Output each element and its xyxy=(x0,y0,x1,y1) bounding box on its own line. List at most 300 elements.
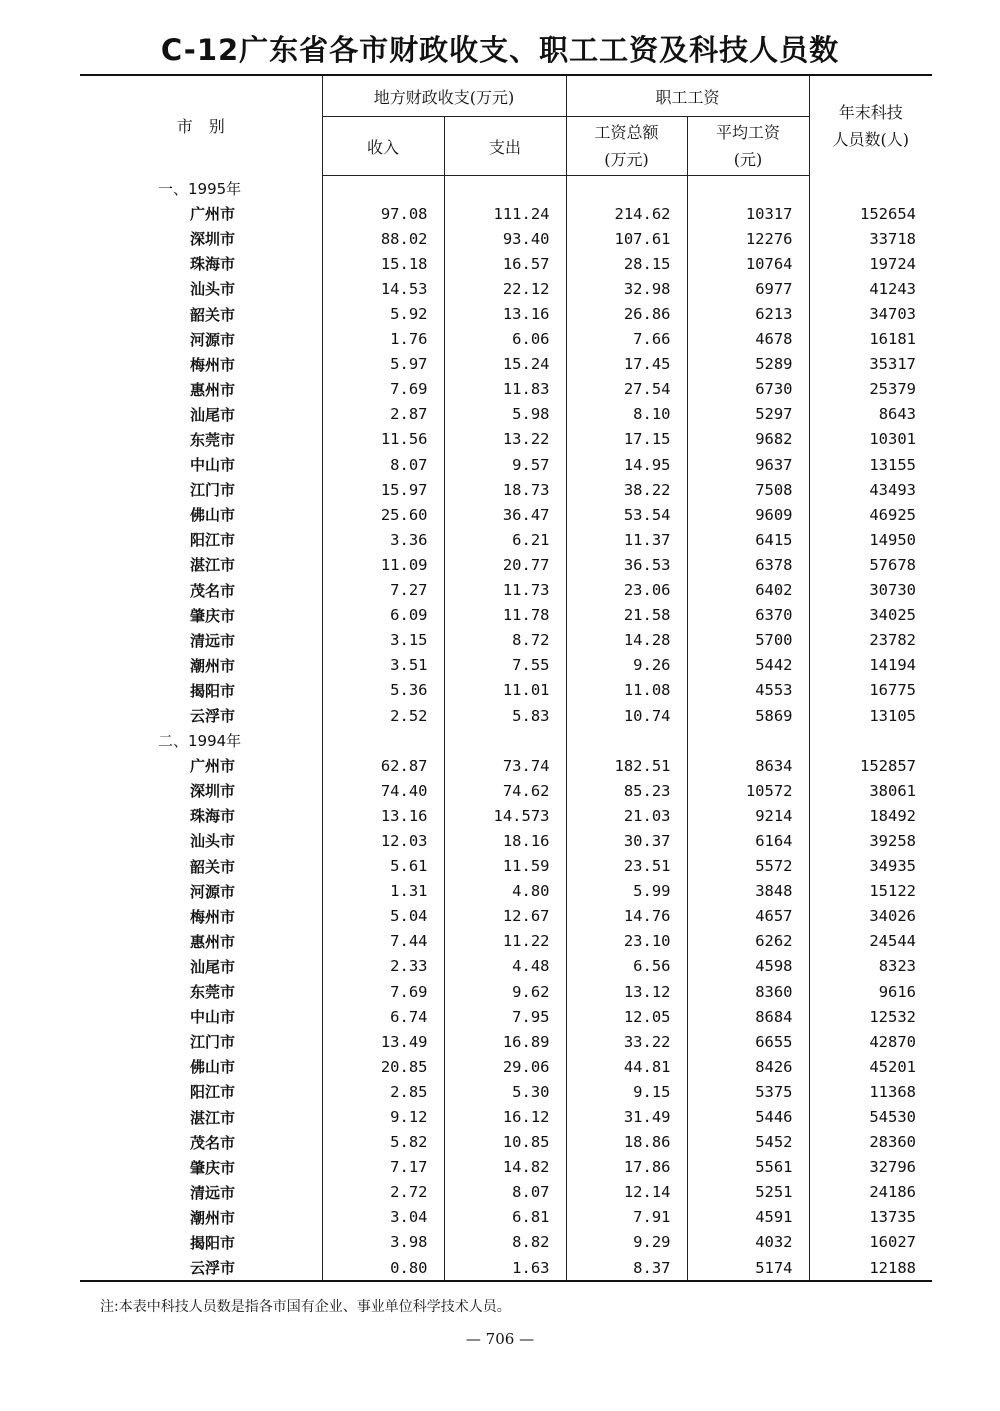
cell-sci: 42870 xyxy=(809,1029,932,1054)
cell-wage-total: 23.51 xyxy=(566,854,687,879)
cell-avg-wage: 4598 xyxy=(687,954,809,979)
table-row xyxy=(80,703,932,728)
table-row xyxy=(80,803,932,828)
cell-wage-total: 8.10 xyxy=(566,402,687,427)
cell-avg-wage: 5289 xyxy=(687,352,809,377)
cell-wage-total: 14.28 xyxy=(566,628,687,653)
city-name: 广州市 xyxy=(190,205,236,224)
table-row xyxy=(80,929,932,954)
cell-revenue: 7.69 xyxy=(322,377,444,402)
cell-avg-wage: 6415 xyxy=(687,527,809,552)
cell-avg-wage: 9637 xyxy=(687,452,809,477)
city-name: 梅州市 xyxy=(190,355,236,374)
table-row xyxy=(80,402,932,427)
cell-expenditure: 20.77 xyxy=(444,552,566,577)
city-name: 中山市 xyxy=(190,1008,236,1027)
cell-wage-total: 21.03 xyxy=(566,803,687,828)
city-name: 湛江市 xyxy=(190,1108,236,1127)
cell-wage-total: 14.76 xyxy=(566,904,687,929)
table-body xyxy=(80,176,932,1282)
table-row xyxy=(80,1130,932,1155)
cell-wage-total: 32.98 xyxy=(566,276,687,301)
table-row xyxy=(80,477,932,502)
cell-sci: 14950 xyxy=(809,527,932,552)
cell-sci: 46925 xyxy=(809,502,932,527)
cell-avg-wage: 3848 xyxy=(687,879,809,904)
cell-wage-total: 17.15 xyxy=(566,427,687,452)
header-revenue: 收入 xyxy=(322,117,444,176)
cell-sci: 14194 xyxy=(809,653,932,678)
city-name: 惠州市 xyxy=(190,932,236,951)
cell-wage-total: 5.99 xyxy=(566,879,687,904)
cell-wage-total: 11.37 xyxy=(566,527,687,552)
cell-wage-total: 12.05 xyxy=(566,1004,687,1029)
cell-revenue: 3.04 xyxy=(322,1205,444,1230)
header-avg-wage-line2: (元) xyxy=(733,150,763,169)
cell-expenditure: 11.22 xyxy=(444,929,566,954)
section-label: 一、1995年 xyxy=(158,179,242,198)
cell-sci: 39258 xyxy=(809,828,932,853)
cell-avg-wage: 4032 xyxy=(687,1230,809,1255)
cell-sci: 9616 xyxy=(809,979,932,1004)
cell-avg-wage: 6730 xyxy=(687,377,809,402)
empty-cell xyxy=(444,176,566,202)
empty-cell xyxy=(566,728,687,753)
cell-revenue: 20.85 xyxy=(322,1054,444,1079)
cell-revenue: 3.36 xyxy=(322,527,444,552)
cell-avg-wage: 6378 xyxy=(687,552,809,577)
cell-wage-total: 9.29 xyxy=(566,1230,687,1255)
cell-expenditure: 10.85 xyxy=(444,1130,566,1155)
city-name: 汕头市 xyxy=(190,280,236,299)
cell-avg-wage: 5700 xyxy=(687,628,809,653)
city-name: 深圳市 xyxy=(190,782,236,801)
cell-revenue: 1.76 xyxy=(322,327,444,352)
cell-expenditure: 74.62 xyxy=(444,778,566,803)
cell-avg-wage: 8426 xyxy=(687,1054,809,1079)
cell-avg-wage: 4591 xyxy=(687,1205,809,1230)
cell-wage-total: 23.10 xyxy=(566,929,687,954)
city-name: 清远市 xyxy=(190,631,236,650)
city-name: 河源市 xyxy=(190,882,236,901)
table-row xyxy=(80,226,932,251)
city-name: 云浮市 xyxy=(190,707,236,726)
header-wage-total-line1: 工资总额 xyxy=(594,123,659,142)
table-row xyxy=(80,552,932,577)
city-name: 东莞市 xyxy=(190,983,236,1002)
header-wage-group: 职工工资 xyxy=(566,75,809,117)
cell-sci: 13735 xyxy=(809,1205,932,1230)
table-row xyxy=(80,1255,932,1281)
cell-revenue: 7.69 xyxy=(322,979,444,1004)
city-name: 肇庆市 xyxy=(190,606,236,625)
cell-revenue: 0.80 xyxy=(322,1255,444,1281)
cell-wage-total: 10.74 xyxy=(566,703,687,728)
city-name: 深圳市 xyxy=(190,230,236,249)
empty-cell xyxy=(809,728,932,753)
city-name: 韶关市 xyxy=(190,305,236,324)
cell-wage-total: 9.26 xyxy=(566,653,687,678)
city-name: 惠州市 xyxy=(190,380,236,399)
cell-sci: 8643 xyxy=(809,402,932,427)
table-row xyxy=(80,527,932,552)
cell-expenditure: 9.57 xyxy=(444,452,566,477)
table-row xyxy=(80,1029,932,1054)
cell-sci: 152654 xyxy=(809,201,932,226)
cell-sci: 45201 xyxy=(809,1054,932,1079)
cell-revenue: 2.72 xyxy=(322,1180,444,1205)
city-name: 中山市 xyxy=(190,456,236,475)
section-row xyxy=(80,176,932,202)
cell-sci: 25379 xyxy=(809,377,932,402)
cell-expenditure: 16.89 xyxy=(444,1029,566,1054)
cell-expenditure: 18.73 xyxy=(444,477,566,502)
table-row xyxy=(80,954,932,979)
cell-wage-total: 31.49 xyxy=(566,1104,687,1129)
header-sci-staff xyxy=(809,75,932,176)
cell-expenditure: 11.59 xyxy=(444,854,566,879)
cell-expenditure: 5.98 xyxy=(444,402,566,427)
cell-sci: 11368 xyxy=(809,1079,932,1104)
cell-wage-total: 33.22 xyxy=(566,1029,687,1054)
cell-revenue: 9.12 xyxy=(322,1104,444,1129)
cell-wage-total: 44.81 xyxy=(566,1054,687,1079)
cell-sci: 24544 xyxy=(809,929,932,954)
page-number: — 706 — xyxy=(465,1330,535,1348)
header-avg-wage xyxy=(687,117,809,176)
section-label: 二、1994年 xyxy=(158,732,242,751)
cell-sci: 16181 xyxy=(809,327,932,352)
cell-wage-total: 17.45 xyxy=(566,352,687,377)
cell-sci: 38061 xyxy=(809,778,932,803)
cell-revenue: 25.60 xyxy=(322,502,444,527)
header-avg-wage-line1: 平均工资 xyxy=(716,123,781,142)
table-row xyxy=(80,327,932,352)
cell-avg-wage: 8684 xyxy=(687,1004,809,1029)
cell-revenue: 13.49 xyxy=(322,1029,444,1054)
cell-avg-wage: 5446 xyxy=(687,1104,809,1129)
header-wage-total-line2: (万元) xyxy=(604,150,649,169)
empty-cell xyxy=(322,176,444,202)
cell-avg-wage: 5452 xyxy=(687,1130,809,1155)
cell-expenditure: 7.55 xyxy=(444,653,566,678)
cell-wage-total: 9.15 xyxy=(566,1079,687,1104)
city-name: 韶关市 xyxy=(190,857,236,876)
cell-revenue: 3.98 xyxy=(322,1230,444,1255)
city-name: 清远市 xyxy=(190,1183,236,1202)
cell-sci: 43493 xyxy=(809,477,932,502)
cell-avg-wage: 4657 xyxy=(687,904,809,929)
table-row xyxy=(80,1054,932,1079)
city-name: 汕头市 xyxy=(190,832,236,851)
cell-revenue: 88.02 xyxy=(322,226,444,251)
cell-wage-total: 18.86 xyxy=(566,1130,687,1155)
table-row xyxy=(80,301,932,326)
cell-avg-wage: 6655 xyxy=(687,1029,809,1054)
header-sci-line2: 人员数(人) xyxy=(832,129,910,149)
cell-sci: 18492 xyxy=(809,803,932,828)
cell-avg-wage: 9214 xyxy=(687,803,809,828)
city-name: 汕尾市 xyxy=(190,405,236,424)
cell-expenditure: 4.48 xyxy=(444,954,566,979)
city-name: 东莞市 xyxy=(190,430,236,449)
city-name: 江门市 xyxy=(190,481,236,500)
cell-sci: 57678 xyxy=(809,552,932,577)
cell-sci: 34935 xyxy=(809,854,932,879)
cell-expenditure: 11.73 xyxy=(444,578,566,603)
table-row xyxy=(80,1180,932,1205)
cell-expenditure: 5.83 xyxy=(444,703,566,728)
table-row xyxy=(80,678,932,703)
cell-revenue: 5.97 xyxy=(322,352,444,377)
cell-expenditure: 8.07 xyxy=(444,1180,566,1205)
cell-wage-total: 13.12 xyxy=(566,979,687,1004)
city-name: 广州市 xyxy=(190,757,236,776)
header-sci-line1: 年末科技 xyxy=(838,102,903,122)
cell-sci: 10301 xyxy=(809,427,932,452)
header-city-label: 市 别 xyxy=(176,117,225,137)
cell-expenditure: 16.57 xyxy=(444,251,566,276)
cell-revenue: 15.18 xyxy=(322,251,444,276)
cell-sci: 13155 xyxy=(809,452,932,477)
cell-avg-wage: 9609 xyxy=(687,502,809,527)
cell-wage-total: 36.53 xyxy=(566,552,687,577)
cell-expenditure: 29.06 xyxy=(444,1054,566,1079)
cell-revenue: 14.53 xyxy=(322,276,444,301)
cell-expenditure: 36.47 xyxy=(444,502,566,527)
city-name: 汕尾市 xyxy=(190,957,236,976)
cell-wage-total: 7.91 xyxy=(566,1205,687,1230)
cell-avg-wage: 4678 xyxy=(687,327,809,352)
cell-revenue: 7.44 xyxy=(322,929,444,954)
table-row xyxy=(80,753,932,778)
table-row xyxy=(80,1104,932,1129)
cell-expenditure: 8.82 xyxy=(444,1230,566,1255)
cell-avg-wage: 4553 xyxy=(687,678,809,703)
cell-sci: 32796 xyxy=(809,1155,932,1180)
table-row xyxy=(80,427,932,452)
cell-expenditure: 6.06 xyxy=(444,327,566,352)
cell-wage-total: 30.37 xyxy=(566,828,687,853)
cell-avg-wage: 5297 xyxy=(687,402,809,427)
cell-sci: 15122 xyxy=(809,879,932,904)
cell-expenditure: 1.63 xyxy=(444,1255,566,1281)
city-name: 湛江市 xyxy=(190,556,236,575)
cell-revenue: 2.87 xyxy=(322,402,444,427)
cell-sci: 34026 xyxy=(809,904,932,929)
cell-expenditure: 13.22 xyxy=(444,427,566,452)
cell-sci: 34703 xyxy=(809,301,932,326)
cell-revenue: 13.16 xyxy=(322,803,444,828)
cell-expenditure: 73.74 xyxy=(444,753,566,778)
cell-wage-total: 38.22 xyxy=(566,477,687,502)
table-row xyxy=(80,1155,932,1180)
table-row xyxy=(80,603,932,628)
city-name: 云浮市 xyxy=(80,1255,322,1281)
cell-wage-total: 14.95 xyxy=(566,452,687,477)
city-name: 茂名市 xyxy=(190,581,236,600)
cell-expenditure: 93.40 xyxy=(444,226,566,251)
cell-avg-wage: 10317 xyxy=(687,201,809,226)
cell-sci: 13105 xyxy=(809,703,932,728)
table-row xyxy=(80,828,932,853)
table-row xyxy=(80,1230,932,1255)
cell-revenue: 74.40 xyxy=(322,778,444,803)
cell-wage-total: 28.15 xyxy=(566,251,687,276)
cell-sci: 16775 xyxy=(809,678,932,703)
cell-wage-total: 23.06 xyxy=(566,578,687,603)
cell-revenue: 5.36 xyxy=(322,678,444,703)
data-table xyxy=(80,74,932,1282)
cell-avg-wage: 6977 xyxy=(687,276,809,301)
cell-wage-total: 107.61 xyxy=(566,226,687,251)
cell-sci: 8323 xyxy=(809,954,932,979)
table-row xyxy=(80,251,932,276)
cell-sci: 12532 xyxy=(809,1004,932,1029)
cell-expenditure: 13.16 xyxy=(444,301,566,326)
cell-revenue: 5.04 xyxy=(322,904,444,929)
table-row xyxy=(80,377,932,402)
cell-wage-total: 6.56 xyxy=(566,954,687,979)
city-name: 江门市 xyxy=(190,1033,236,1052)
cell-expenditure: 111.24 xyxy=(444,201,566,226)
cell-sci: 41243 xyxy=(809,276,932,301)
table-row xyxy=(80,276,932,301)
empty-cell xyxy=(687,176,809,202)
city-name: 潮州市 xyxy=(190,656,236,675)
cell-expenditure: 15.24 xyxy=(444,352,566,377)
cell-avg-wage: 6164 xyxy=(687,828,809,853)
cell-expenditure: 4.80 xyxy=(444,879,566,904)
cell-revenue: 1.31 xyxy=(322,879,444,904)
cell-wage-total: 53.54 xyxy=(566,502,687,527)
cell-revenue: 11.09 xyxy=(322,552,444,577)
cell-sci: 33718 xyxy=(809,226,932,251)
cell-expenditure: 14.82 xyxy=(444,1155,566,1180)
cell-sci: 34025 xyxy=(809,603,932,628)
cell-revenue: 3.15 xyxy=(322,628,444,653)
cell-revenue: 7.17 xyxy=(322,1155,444,1180)
cell-expenditure: 22.12 xyxy=(444,276,566,301)
table-row xyxy=(80,502,932,527)
city-name: 珠海市 xyxy=(190,807,236,826)
cell-wage-total: 182.51 xyxy=(566,753,687,778)
cell-avg-wage: 6370 xyxy=(687,603,809,628)
cell-wage-total: 27.54 xyxy=(566,377,687,402)
cell-sci: 24186 xyxy=(809,1180,932,1205)
city-name: 佛山市 xyxy=(190,506,236,525)
city-name: 阳江市 xyxy=(190,531,236,550)
table-row xyxy=(80,201,932,226)
cell-avg-wage: 7508 xyxy=(687,477,809,502)
table-row xyxy=(80,854,932,879)
cell-revenue: 12.03 xyxy=(322,828,444,853)
city-name: 揭阳市 xyxy=(190,681,236,700)
cell-revenue: 8.07 xyxy=(322,452,444,477)
table-row xyxy=(80,778,932,803)
cell-avg-wage: 10764 xyxy=(687,251,809,276)
table-row xyxy=(80,879,932,904)
cell-avg-wage: 5442 xyxy=(687,653,809,678)
empty-cell xyxy=(322,728,444,753)
cell-wage-total: 85.23 xyxy=(566,778,687,803)
cell-revenue: 7.27 xyxy=(322,578,444,603)
cell-wage-total: 8.37 xyxy=(566,1255,687,1281)
city-name: 茂名市 xyxy=(190,1133,236,1152)
city-name: 揭阳市 xyxy=(190,1233,236,1252)
cell-avg-wage: 5572 xyxy=(687,854,809,879)
cell-sci: 16027 xyxy=(809,1230,932,1255)
empty-cell xyxy=(444,728,566,753)
cell-avg-wage: 5251 xyxy=(687,1180,809,1205)
table-row xyxy=(80,653,932,678)
cell-wage-total: 7.66 xyxy=(566,327,687,352)
section-row xyxy=(80,728,932,753)
cell-wage-total: 12.14 xyxy=(566,1180,687,1205)
cell-wage-total: 17.86 xyxy=(566,1155,687,1180)
cell-expenditure: 6.21 xyxy=(444,527,566,552)
cell-avg-wage: 6213 xyxy=(687,301,809,326)
cell-sci: 19724 xyxy=(809,251,932,276)
header-city xyxy=(80,75,322,176)
cell-sci: 12188 xyxy=(809,1255,932,1281)
cell-expenditure: 11.01 xyxy=(444,678,566,703)
page-title: C-12广东省各市财政收支、职工工资及科技人员数 xyxy=(160,33,840,67)
cell-expenditure: 14.573 xyxy=(444,803,566,828)
table-row xyxy=(80,578,932,603)
cell-avg-wage: 5375 xyxy=(687,1079,809,1104)
cell-expenditure: 8.72 xyxy=(444,628,566,653)
table-row xyxy=(80,1004,932,1029)
cell-expenditure: 16.12 xyxy=(444,1104,566,1129)
cell-revenue: 15.97 xyxy=(322,477,444,502)
cell-wage-total: 214.62 xyxy=(566,201,687,226)
cell-revenue: 5.82 xyxy=(322,1130,444,1155)
cell-expenditure: 5.30 xyxy=(444,1079,566,1104)
cell-sci: 23782 xyxy=(809,628,932,653)
header-expenditure: 支出 xyxy=(444,117,566,176)
cell-sci: 35317 xyxy=(809,352,932,377)
table-row xyxy=(80,452,932,477)
city-name: 河源市 xyxy=(190,330,236,349)
city-name: 梅州市 xyxy=(190,907,236,926)
city-name: 阳江市 xyxy=(190,1083,236,1102)
cell-revenue: 5.61 xyxy=(322,854,444,879)
cell-expenditure: 9.62 xyxy=(444,979,566,1004)
table-row xyxy=(80,1079,932,1104)
cell-revenue: 2.85 xyxy=(322,1079,444,1104)
table-row xyxy=(80,979,932,1004)
table-row xyxy=(80,352,932,377)
cell-wage-total: 21.58 xyxy=(566,603,687,628)
cell-expenditure: 11.83 xyxy=(444,377,566,402)
empty-cell xyxy=(809,176,932,202)
city-name: 肇庆市 xyxy=(190,1158,236,1177)
cell-revenue: 11.56 xyxy=(322,427,444,452)
table-row xyxy=(80,904,932,929)
cell-avg-wage: 8634 xyxy=(687,753,809,778)
cell-avg-wage: 6402 xyxy=(687,578,809,603)
cell-avg-wage: 5869 xyxy=(687,703,809,728)
cell-avg-wage: 5561 xyxy=(687,1155,809,1180)
cell-avg-wage: 9682 xyxy=(687,427,809,452)
header-fiscal-group: 地方财政收支(万元) xyxy=(322,75,566,117)
cell-wage-total: 11.08 xyxy=(566,678,687,703)
empty-cell xyxy=(687,728,809,753)
cell-expenditure: 11.78 xyxy=(444,603,566,628)
cell-revenue: 2.52 xyxy=(322,703,444,728)
cell-avg-wage: 6262 xyxy=(687,929,809,954)
